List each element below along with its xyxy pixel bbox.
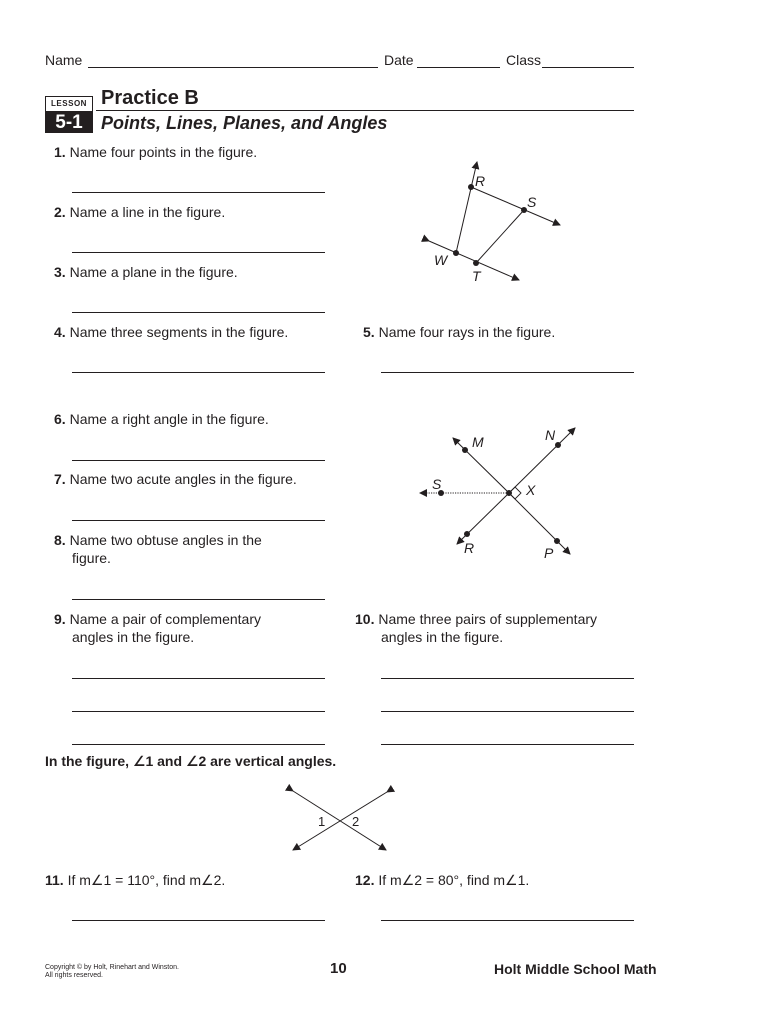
question-12 bbox=[355, 871, 529, 889]
question-8-continued: figure. bbox=[72, 550, 111, 566]
question-text: If m∠1 = 110°, find m∠2. bbox=[67, 872, 226, 888]
vertical-angles-statement: In the figure, ∠1 and ∠2 are vertical angles. bbox=[45, 753, 337, 769]
answer-line-10a[interactable] bbox=[381, 678, 634, 679]
label-r2: R bbox=[464, 540, 475, 556]
ray-xp bbox=[509, 493, 570, 554]
class-field[interactable] bbox=[542, 67, 634, 68]
answer-line-12[interactable] bbox=[381, 920, 634, 921]
copyright-notice bbox=[45, 964, 179, 980]
copyright-line-2: All rights reserved. bbox=[45, 972, 103, 979]
answer-line-9c[interactable] bbox=[72, 744, 325, 745]
question-2 bbox=[54, 203, 225, 221]
question-5 bbox=[363, 323, 555, 341]
segment-ts bbox=[476, 210, 524, 263]
question-text: Name a line in the figure. bbox=[69, 204, 226, 220]
copyright-line-1: Copyright © by Holt, Rinehart and Winston. bbox=[45, 964, 179, 971]
question-text: Name two acute angles in the figure. bbox=[69, 471, 297, 487]
question-4 bbox=[54, 323, 288, 341]
question-text: Name a right angle in the figure. bbox=[69, 411, 269, 427]
question-3 bbox=[54, 263, 238, 281]
figure-points-lines bbox=[420, 155, 570, 290]
answer-line-7[interactable] bbox=[72, 520, 325, 521]
question-number: 11. bbox=[45, 872, 64, 888]
label-w: W bbox=[434, 252, 448, 268]
label-n: N bbox=[545, 427, 556, 443]
question-number: 4. bbox=[54, 324, 66, 340]
question-number: 7. bbox=[54, 471, 66, 487]
question-8 bbox=[54, 531, 262, 549]
answer-line-5[interactable] bbox=[381, 372, 634, 373]
answer-line-10b[interactable] bbox=[381, 711, 634, 712]
question-6 bbox=[54, 410, 269, 428]
question-text: Name a plane in the figure. bbox=[69, 264, 238, 280]
answer-line-9b[interactable] bbox=[72, 711, 325, 712]
question-number: 3. bbox=[54, 264, 66, 280]
answer-line-1[interactable] bbox=[72, 192, 325, 193]
angle-label-1: 1 bbox=[318, 814, 326, 829]
figure-angles bbox=[415, 420, 590, 565]
question-9-continued: angles in the figure. bbox=[72, 629, 195, 645]
question-text: Name three pairs of supplementary bbox=[378, 611, 598, 627]
answer-line-2[interactable] bbox=[72, 252, 325, 253]
point-t bbox=[473, 260, 479, 266]
page-title: Practice B bbox=[101, 87, 199, 109]
lesson-badge-label: LESSON bbox=[45, 96, 93, 112]
name-label: Name bbox=[45, 52, 83, 68]
question-1 bbox=[54, 143, 257, 161]
segment-wr bbox=[456, 162, 477, 253]
answer-line-4[interactable] bbox=[72, 372, 325, 373]
question-10-continued: angles in the figure. bbox=[381, 629, 504, 645]
ray-xn bbox=[509, 428, 575, 493]
question-text: Name two obtuse angles in the bbox=[69, 532, 262, 548]
question-7 bbox=[54, 470, 297, 488]
question-number: 8. bbox=[54, 532, 66, 548]
question-text: If m∠2 = 80°, find m∠1. bbox=[378, 872, 530, 888]
answer-line-10c[interactable] bbox=[381, 744, 634, 745]
label-p: P bbox=[544, 545, 554, 561]
date-label: Date bbox=[384, 52, 414, 68]
label-m: M bbox=[472, 434, 484, 450]
question-number: 6. bbox=[54, 411, 66, 427]
label-t: T bbox=[472, 268, 481, 284]
label-s2: S bbox=[432, 476, 442, 492]
label-r: R bbox=[475, 173, 486, 189]
name-field[interactable] bbox=[88, 67, 378, 68]
title-divider bbox=[96, 110, 634, 111]
class-label: Class bbox=[506, 52, 542, 68]
question-text: Name a pair of complementary bbox=[69, 611, 261, 627]
answer-line-6[interactable] bbox=[72, 460, 325, 461]
point-m bbox=[462, 447, 468, 453]
point-w bbox=[453, 250, 459, 256]
label-s: S bbox=[527, 194, 537, 210]
point-p bbox=[554, 538, 560, 544]
question-text: Name three segments in the figure. bbox=[69, 324, 289, 340]
angle-label-2: 2 bbox=[352, 814, 360, 829]
date-field[interactable] bbox=[417, 67, 500, 68]
question-number: 1. bbox=[54, 144, 66, 160]
point-r bbox=[468, 184, 474, 190]
answer-line-11[interactable] bbox=[72, 920, 325, 921]
question-number: 12. bbox=[355, 872, 375, 888]
question-number: 2. bbox=[54, 204, 66, 220]
point-r2 bbox=[464, 531, 470, 537]
book-title: Holt Middle School Math bbox=[494, 961, 657, 977]
question-text: Name four points in the figure. bbox=[69, 144, 258, 160]
question-10 bbox=[355, 610, 597, 628]
question-number: 10. bbox=[355, 611, 375, 627]
label-x: X bbox=[526, 482, 536, 498]
answer-line-3[interactable] bbox=[72, 312, 325, 313]
question-text: Name four rays in the figure. bbox=[378, 324, 556, 340]
lesson-number-badge: 5-1 bbox=[45, 112, 93, 133]
point-n bbox=[555, 442, 561, 448]
answer-line-9a[interactable] bbox=[72, 678, 325, 679]
answer-line-8[interactable] bbox=[72, 599, 325, 600]
page-subtitle: Points, Lines, Planes, and Angles bbox=[101, 113, 388, 133]
question-number: 5. bbox=[363, 324, 375, 340]
question-11 bbox=[45, 871, 225, 889]
ray-xr bbox=[457, 493, 509, 544]
figure-vertical-angles bbox=[285, 783, 395, 858]
question-9 bbox=[54, 610, 261, 628]
point-x bbox=[506, 490, 512, 496]
question-number: 9. bbox=[54, 611, 66, 627]
page-number: 10 bbox=[330, 960, 347, 977]
